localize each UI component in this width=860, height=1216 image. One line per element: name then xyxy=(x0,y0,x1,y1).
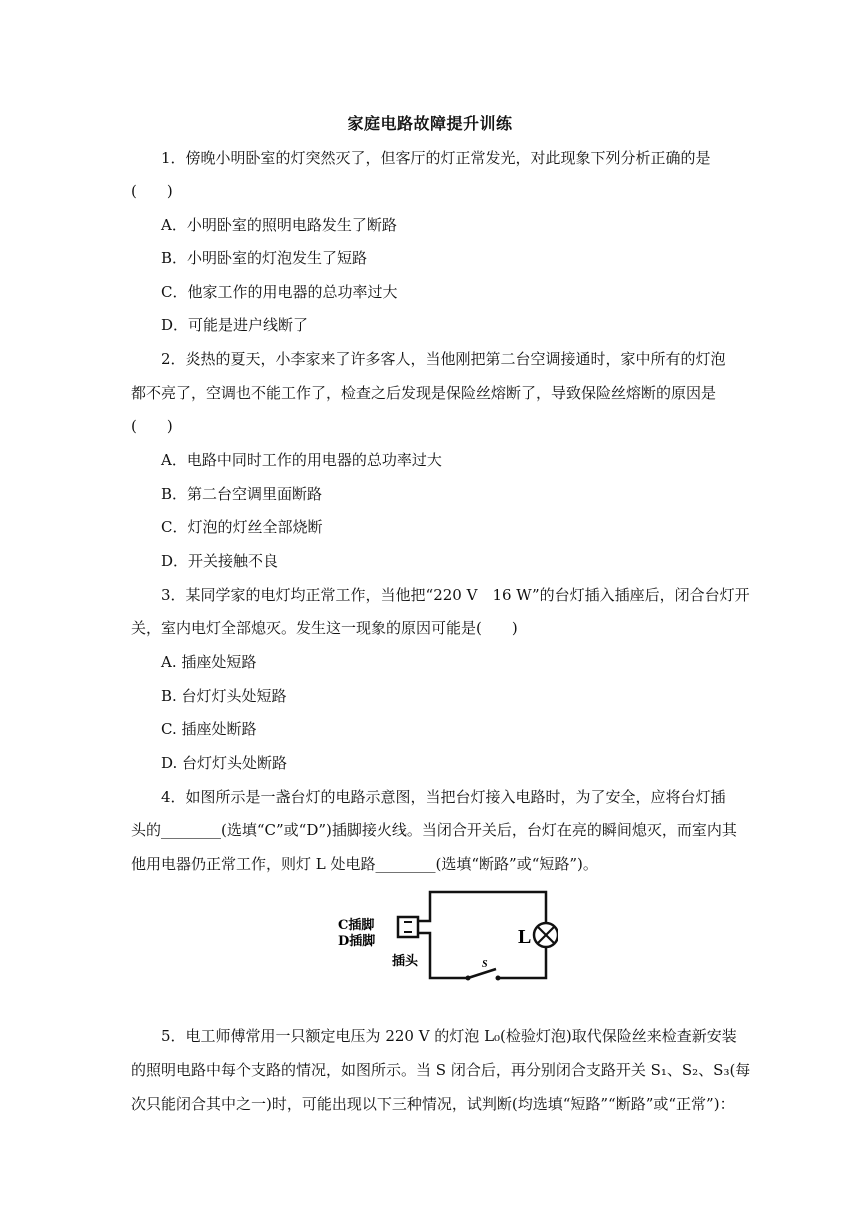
q2-option-c: C．灯泡的灯丝全部烧断 xyxy=(161,518,323,536)
q4-stem-line3: 他用电器仍正常工作，则灯 L 处电路________(选填“断路”或“短路”)。 xyxy=(131,855,598,873)
switch-symbol xyxy=(468,969,496,978)
bottom-right-wire xyxy=(500,947,546,978)
label-c-pin: C插脚 xyxy=(338,918,375,933)
q5-stem-line3: 次只能闭合其中之一)时，可能出现以下三种情况，试判断(均选填“短路”“断路”或“正常”)： xyxy=(131,1095,735,1113)
q1-stem-line1: 1．傍晚小明卧室的灯突然灭了，但客厅的灯正常发光，对此现象下列分析正确的是 xyxy=(161,149,711,167)
q1-option-b: B．小明卧室的灯泡发生了短路 xyxy=(161,249,368,267)
q3-stem-line1: 3．某同学家的电灯均正常工作，当他把“220 V 16 W”的台灯插入插座后，闭合台灯开 xyxy=(161,586,750,604)
q5-stem-line1: 5．电工师傅常用一只额定电压为 220 V 的灯泡 L₀(检验灯泡)取代保险丝来检查新安装 xyxy=(161,1027,737,1045)
page-title: 家庭电路故障提升训练 xyxy=(347,114,513,133)
lamp-circuit-diagram xyxy=(338,885,558,985)
q1-answer-paren: ( ) xyxy=(131,182,173,200)
label-d-pin: D插脚 xyxy=(338,934,376,949)
q2-answer-paren: ( ) xyxy=(131,417,173,435)
q5-stem-line2: 的照明电路中每个支路的情况，如图所示。当 S 闭合后，再分别闭合支路开关 S₁、S₂、S₃(每 xyxy=(131,1061,751,1079)
q3-stem-line2: 关，室内电灯全部熄灭。发生这一现象的原因可能是( ) xyxy=(131,619,518,637)
q2-option-b: B．第二台空调里面断路 xyxy=(161,485,323,503)
q2-stem-line2: 都不亮了，空调也不能工作了，检查之后发现是保险丝熔断了，导致保险丝熔断的原因是 xyxy=(131,384,717,402)
q4-stem-line1: 4．如图所示是一盏台灯的电路示意图，当把台灯接入电路时，为了安全，应将台灯插 xyxy=(161,788,726,806)
q1-option-c: C．他家工作的用电器的总功率过大 xyxy=(161,283,398,301)
plug-box xyxy=(398,917,418,937)
top-wire xyxy=(418,892,546,923)
q4-stem-line2: 头的________(选填“C”或“D”)插脚接火线。当闭合开关后，台灯在亮的瞬间熄灭，而室内其 xyxy=(131,821,737,839)
q3-option-a: A. 插座处短路 xyxy=(161,653,257,671)
bottom-left-wire xyxy=(418,933,466,978)
q2-option-d: D．开关接触不良 xyxy=(161,552,279,570)
q3-option-c: C. 插座处断路 xyxy=(161,720,257,738)
switch-label: S xyxy=(482,959,488,970)
label-plug: 插头 xyxy=(392,954,419,969)
q3-option-b: B. 台灯灯头处短路 xyxy=(161,687,287,705)
q3-option-d: D. 台灯灯头处断路 xyxy=(161,754,288,772)
q1-option-a: A．小明卧室的照明电路发生了断路 xyxy=(161,216,397,234)
q2-stem-line1: 2．炎热的夏天，小李家来了许多客人，当他刚把第二台空调接通时，家中所有的灯泡 xyxy=(161,350,726,368)
lamp-label: L xyxy=(518,926,532,948)
q1-option-d: D．可能是进户线断了 xyxy=(161,316,309,334)
q2-option-a: A．电路中同时工作的用电器的总功率过大 xyxy=(161,451,442,469)
